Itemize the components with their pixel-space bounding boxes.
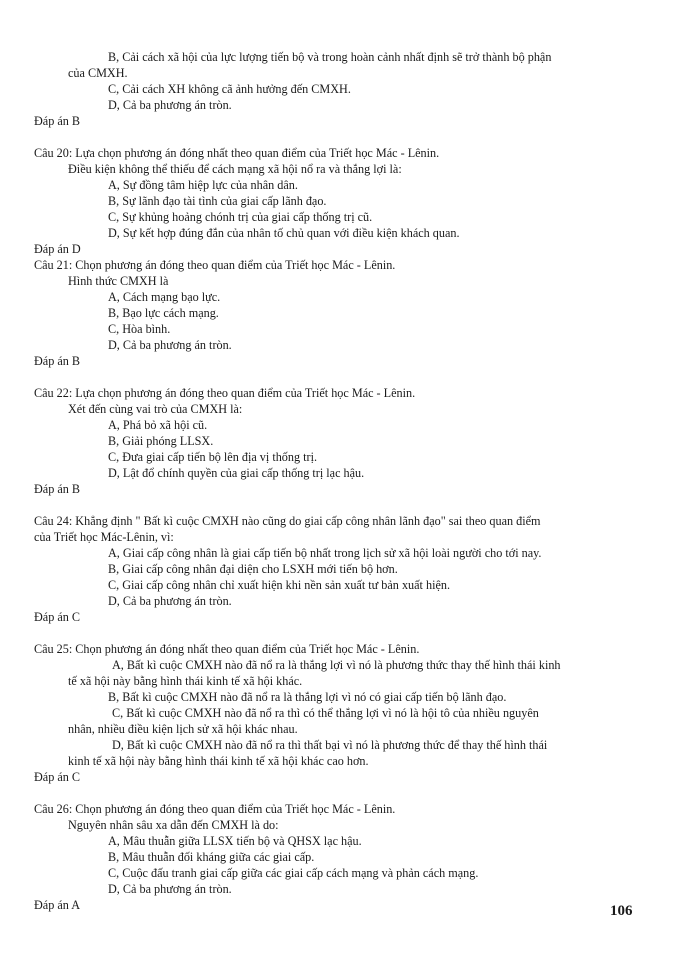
q25-option-d-line1: D, Bất kì cuộc CMXH nào đã nổ ra thì thất bại vì nó là phương thức để thay thế hình thái (112, 738, 548, 752)
q20-option-c: C, Sự khủng hoảng chónh trị của giai cấp thống trị cũ. (108, 210, 373, 224)
q21-option-b: B, Bạo lực cách mạng. (108, 306, 219, 320)
q21-question: Câu 21: Chọn phương án đóng theo quan điểm của Triết học Mác - Lênin. (34, 258, 396, 272)
q20-option-b: B, Sự lãnh đạo tài tình của giai cấp lãnh đạo. (108, 194, 327, 208)
q22-stem: Xét đến cùng vai trò của CMXH là: (68, 402, 243, 416)
q25-option-b: B, Bất kì cuộc CMXH nào đã nổ ra là thắng lợi vì nó có giai cấp tiến bộ lãnh đạo. (108, 690, 507, 704)
q24-option-a: A, Giai cấp công nhân là giai cấp tiến bộ nhất trong lịch sử xã hội loài người cho tới nay. (108, 546, 542, 560)
q19-option-d: D, Cả ba phương án tròn. (108, 98, 232, 112)
q26-option-c: C, Cuộc đấu tranh giai cấp giữa các giai cấp cách mạng và phản cách mạng. (108, 866, 479, 880)
q20-stem: Điều kiện không thể thiếu để cách mạng xã hội nổ ra và thắng lợi là: (68, 162, 402, 176)
q21-option-a: A, Cách mạng bạo lực. (108, 290, 221, 304)
q24-option-d: D, Cả ba phương án tròn. (108, 594, 232, 608)
q25-option-a-line2: tế xã hội này bằng hình thái kinh tế xã hội khác. (68, 674, 303, 688)
q25-question: Câu 25: Chọn phương án đóng nhất theo quan điểm của Triết học Mác - Lênin. (34, 642, 420, 656)
q19-option-b-line1: B, Cải cách xã hội của lực lượng tiến bộ và trong hoàn cảnh nhất định sẽ trở thành bộ phận (108, 50, 552, 64)
q24-question-line2: của Triết học Mác-Lênin, vì: (34, 530, 174, 544)
page-number: 106 (610, 903, 633, 919)
q25-answer: Đáp án C (34, 770, 81, 784)
q21-option-c: C, Hòa bình. (108, 322, 171, 336)
q25-option-c-line2: nhân, nhiều điều kiện lịch sử xã hội khác nhau. (68, 722, 298, 736)
q20-answer: Đáp án D (34, 242, 81, 256)
q21-option-d: D, Cả ba phương án tròn. (108, 338, 232, 352)
q22-option-d: D, Lật đổ chính quyền của giai cấp thống trị lạc hậu. (108, 466, 365, 480)
q26-question: Câu 26: Chọn phương án đóng theo quan điểm của Triết học Mác - Lênin. (34, 802, 396, 816)
q20-option-d: D, Sự kết hợp đúng đắn của nhân tố chủ quan với điều kiện khách quan. (108, 226, 460, 240)
q19-option-c: C, Cải cách XH không cã ảnh hưởng đến CMXH. (108, 82, 351, 96)
q24-option-b: B, Giai cấp công nhân đại diện cho LSXH mới tiến bộ hơn. (108, 562, 398, 576)
q24-answer: Đáp án C (34, 610, 81, 624)
q26-option-d: D, Cả ba phương án tròn. (108, 882, 232, 896)
q22-question: Câu 22: Lựa chọn phương án đóng theo quan điểm của Triết học Mác - Lênin. (34, 386, 416, 400)
q22-answer: Đáp án B (34, 482, 81, 496)
q21-answer: Đáp án B (34, 354, 81, 368)
q26-stem: Nguyên nhân sâu xa dẫn đến CMXH là do: (68, 818, 279, 832)
q24-option-c: C, Giai cấp công nhân chỉ xuất hiện khi nền sản xuất tư bản xuất hiện. (108, 578, 451, 592)
q19-option-b-line2: của CMXH. (68, 66, 128, 80)
q26-option-a: A, Mâu thuẫn giữa LLSX tiến bộ và QHSX lạc hậu. (108, 834, 362, 848)
q25-option-c-line1: C, Bất kì cuộc CMXH nào đã nổ ra thì có thể thắng lợi vì nó là hội tô của nhiều nguyên (112, 706, 539, 720)
q26-option-b: B, Mâu thuẫn đối kháng giữa các giai cấp. (108, 850, 315, 864)
q22-option-c: C, Đưa giai cấp tiến bộ lên địa vị thống trị. (108, 450, 318, 464)
q20-option-a: A, Sự đồng tâm hiệp lực của nhân dân. (108, 178, 298, 192)
q20-question: Câu 20: Lựa chọn phương án đóng nhất theo quan điểm của Triết học Mác - Lênin. (34, 146, 440, 160)
q22-option-b: B, Giải phóng LLSX. (108, 434, 214, 448)
q21-stem: Hình thức CMXH là (68, 274, 169, 288)
q26-answer: Đáp án A (34, 898, 81, 912)
q22-option-a: A, Phá bỏ xã hội cũ. (108, 418, 208, 432)
q25-option-a-line1: A, Bất kì cuộc CMXH nào đã nổ ra là thắng lợi vì nó là phương thức thay thế hình thái kinh (112, 658, 561, 672)
q24-question-line1: Câu 24: Khẳng định " Bất kì cuộc CMXH nào cũng do giai cấp công nhân lãnh đạo" sai theo quan điểm (34, 514, 541, 528)
q25-option-d-line2: kinh tế xã hội này bằng hình thái kinh tế xã hội khác cao hơn. (68, 754, 369, 768)
q19-answer: Đáp án B (34, 114, 81, 128)
